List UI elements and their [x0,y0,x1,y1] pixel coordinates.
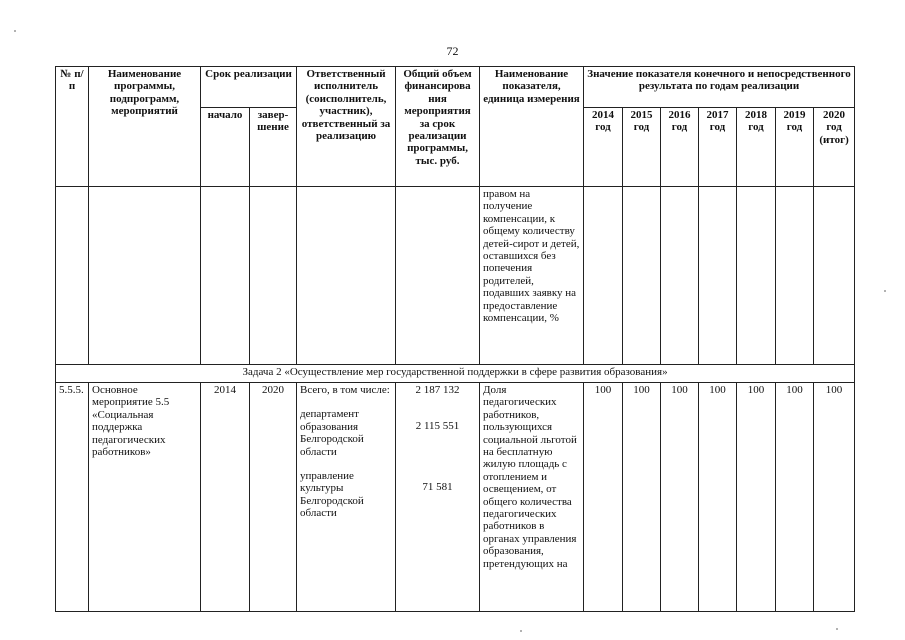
fund-department: 2 115 551 [415,420,460,433]
resp-culture: управление культуры Белгородской области [300,470,364,520]
cell-empty [584,187,623,365]
value-2016: 100 [661,383,699,612]
program-table [55,66,855,612]
cell-empty [201,187,250,365]
value-2017: 100 [699,383,737,612]
row-name: Основное мероприятие 5.5 «Социальная поддержка педагогических работников» [89,383,201,612]
value-2020: 100 [814,383,855,612]
scan-speck [836,628,838,630]
cell-empty [250,187,297,365]
row-funding [396,383,480,612]
cell-empty [737,187,776,365]
cell-empty [814,187,855,365]
header-term: Срок реализации [201,67,297,108]
header-year-2019: 2019 год [776,108,814,187]
header-year-2014: 2014 год [584,108,623,187]
header-funding: Общий объем финансирова ния мероприятия за срок реализации программы, тыс. руб. [396,67,480,187]
resp-department: департамент образования Белгородской области [300,408,364,458]
cell-empty [89,187,201,365]
cell-empty [56,187,89,365]
task-row: Задача 2 «Осуществление мер государственной поддержки в сфере развития образования» [56,365,855,383]
header-start: начало [201,108,250,187]
header-year-2020: 2020 год (итог) [814,108,855,187]
value-2015: 100 [623,383,661,612]
resp-total: Всего, в том числе: [300,384,390,396]
header-indicator: Наименование показателя, единица измерения [480,67,584,187]
cell-empty [623,187,661,365]
fund-total: 2 187 132 [415,384,460,396]
header-responsible: Ответственный исполнитель (соисполнитель, участник), ответственный за реализацию [297,67,396,187]
continuation-row [56,187,855,365]
cell-empty [699,187,737,365]
fund-culture: 71 581 [422,480,453,493]
value-2014: 100 [584,383,623,612]
cell-empty [776,187,814,365]
scan-speck [884,290,886,292]
page-number: 72 [446,44,459,58]
scan-speck [14,30,16,32]
header-name: Наименование программы, подпрограмм, мероприятий [89,67,201,187]
cell-empty [297,187,396,365]
header-end: завер-шение [250,108,297,187]
row-indicator: Доля педагогических работников, пользующихся социальной льготой на бесплатную жилую площадь с отоплением и освещением, от общего количества педагогических работников в органах управления образования, претендующих на [480,383,584,612]
header-year-2015: 2015 год [623,108,661,187]
header-year-2017: 2017 год [699,108,737,187]
value-2019: 100 [776,383,814,612]
continuation-indicator: правом на получение компенсации, к общему количеству детей-сирот и детей, оставшихся без попечения родителей, подавших заявку на предоставление компенсации, % [480,187,584,365]
header-year-2018: 2018 год [737,108,776,187]
cell-empty [396,187,480,365]
scan-speck [520,630,522,632]
row-responsible [297,383,396,612]
header-values: Значение показателя конечного и непосредственного результата по годам реализации [584,67,855,108]
header-year-2016: 2016 год [661,108,699,187]
cell-empty [661,187,699,365]
row-start: 2014 [201,383,250,612]
header-num: № п/п [56,67,89,187]
value-2018: 100 [737,383,776,612]
row-end: 2020 [250,383,297,612]
row-num: 5.5.5. [56,383,89,612]
row-5-5-5 [56,383,855,612]
